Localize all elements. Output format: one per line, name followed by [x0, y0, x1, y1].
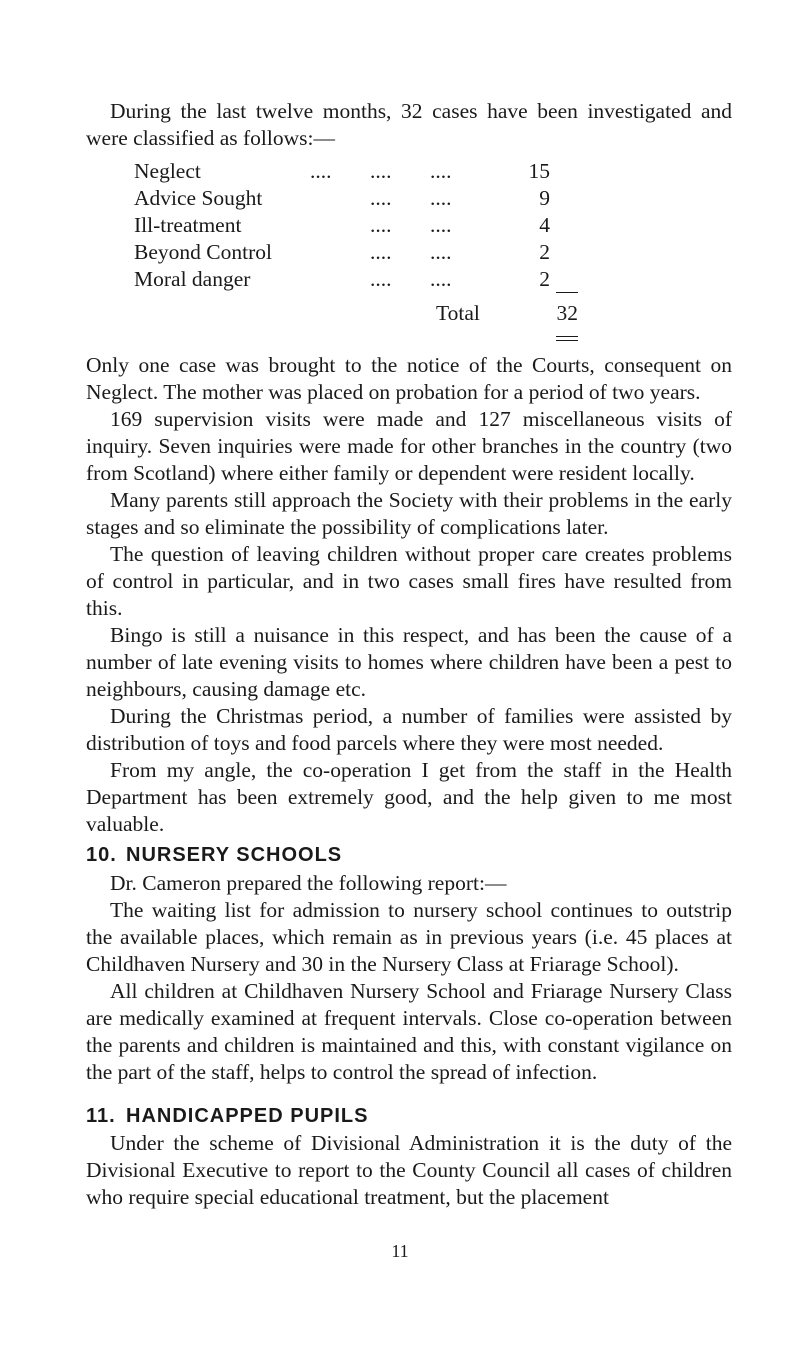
paragraph: The waiting list for admission to nursery school continues to outstrip the available places, which remain as in previous years (i.e. 45 places at Childhaven Nursery and 30 in the Nursery Class at Friarage School). — [86, 898, 732, 976]
intro-paragraph — [86, 98, 732, 152]
paragraph: From my angle, the co-operation I get from the staff in the Health Department has been extremely good, and the help given to me most valuable. — [86, 758, 732, 836]
leader-dots: .... — [430, 213, 452, 237]
case-count: 9 — [539, 186, 550, 210]
leader-dots: .... .... — [310, 159, 392, 183]
paragraph: 169 supervision visits were made and 127 miscellaneous visits of inquiry. Seven inquiries were made for other branches in the country (two from Scotland) where either family or dependent were resident locally. — [86, 407, 732, 485]
total-double-rule — [556, 336, 578, 341]
table-row — [134, 185, 550, 212]
section-heading-nursery-schools — [86, 842, 342, 869]
leader-dots: .... — [430, 186, 452, 210]
section-number: 11. — [86, 1105, 116, 1127]
case-classification-table — [134, 158, 550, 293]
case-count: 4 — [539, 213, 550, 237]
report-paragraphs — [86, 352, 732, 838]
case-label: Beyond Control — [134, 240, 272, 264]
case-label: Ill-treatment — [134, 213, 242, 237]
section-number: 10. — [86, 844, 117, 866]
paragraph: Many parents still approach the Society with their problems in the early stages and so eliminate the possibility of complications later. — [86, 488, 732, 539]
table-row — [134, 212, 550, 239]
section-heading-handicapped-pupils — [86, 1103, 368, 1130]
leader-dots: .... — [370, 267, 392, 291]
paragraph: Only one case was brought to the notice of the Courts, consequent on Neglect. The mother was placed on probation for a period of two years. — [86, 353, 732, 404]
paragraph: All children at Childhaven Nursery School and Friarage Nursery Class are medically examined at frequent intervals. Close co-operation between the parents and children is maintained and this, with constant vigilance on the part of the staff, helps to control the spread of infection. — [86, 979, 732, 1084]
section-title: NURSERY SCHOOLS — [126, 844, 343, 866]
total-row — [134, 300, 578, 327]
total-count: 32 — [556, 301, 578, 325]
leader-dots: .... — [370, 240, 392, 264]
paragraph: During the Christmas period, a number of families were assisted by distribution of toys and food parcels where they were most needed. — [86, 704, 732, 755]
paragraph: Dr. Cameron prepared the following report:— — [110, 871, 507, 895]
paragraph: Under the scheme of Divisional Administration it is the duty of the Divisional Executive to report to the County Council all cases of children who require special educational treatment, but the placement — [86, 1131, 732, 1209]
handicapped-pupils-paragraphs — [86, 1130, 732, 1211]
leader-dots: .... — [370, 213, 392, 237]
case-label: Neglect — [134, 159, 201, 183]
case-count: 2 — [539, 240, 550, 264]
case-label: Moral danger — [134, 267, 251, 291]
page-number: 11 — [391, 1241, 409, 1261]
case-label: Advice Sought — [134, 186, 263, 210]
table-row — [134, 266, 550, 293]
paragraph: The question of leaving children without proper care creates problems of control in particular, and in two cases small fires have resulted from this. — [86, 542, 732, 620]
case-count: 2 — [539, 267, 550, 291]
leader-dots: .... — [430, 267, 452, 291]
section-title: HANDICAPPED PUPILS — [126, 1105, 369, 1127]
case-count: 15 — [528, 159, 550, 183]
leader-dots: .... — [370, 186, 392, 210]
intro-text: During the last twelve months, 32 cases have been investigated and were classified as follows:— — [86, 99, 732, 150]
total-label: Total — [436, 301, 480, 325]
leader-dots: .... — [430, 159, 452, 183]
sum-rule — [556, 292, 578, 293]
table-row — [134, 239, 550, 266]
paragraph: Bingo is still a nuisance in this respect, and has been the cause of a number of late evening visits to homes where children have been a pest to neighbours, causing damage etc. — [86, 623, 732, 701]
leader-dots: .... — [430, 240, 452, 264]
nursery-schools-paragraphs — [86, 870, 732, 1086]
table-row — [134, 158, 550, 185]
